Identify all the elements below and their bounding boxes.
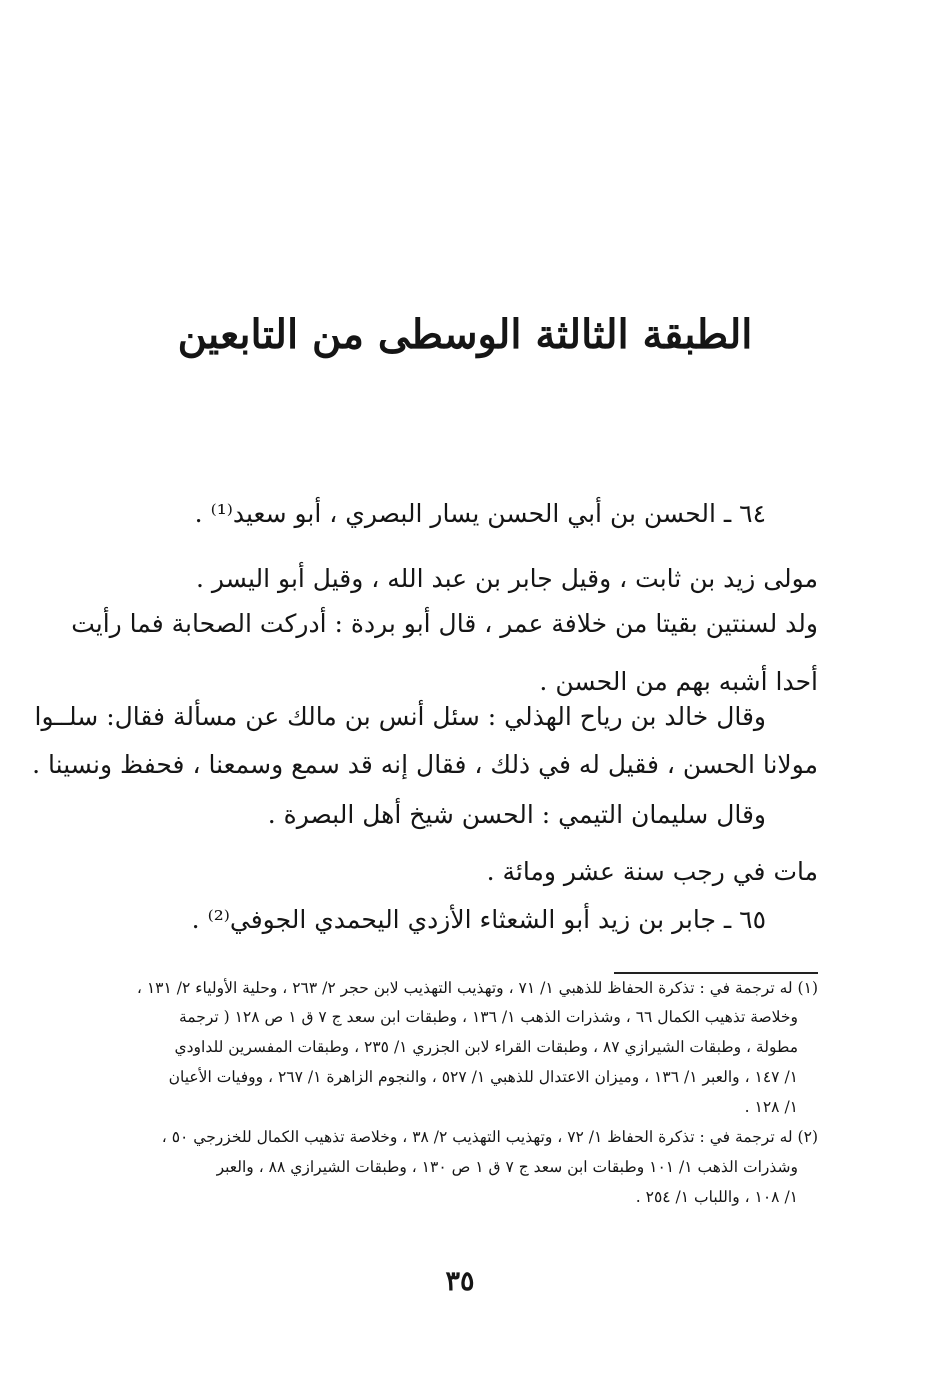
- body-line: مولانا الحسن ، فقيل له في ذلك ، فقال إنه قد سمع وسمعنا ، فحفظ ونسينا .: [32, 750, 818, 779]
- footnote-2-line: ١/ ١٠٨ ، واللباب ١/ ٢٥٤ .: [635, 1188, 798, 1206]
- body-line: مات في رجب سنة عشر ومائة .: [486, 857, 818, 886]
- footnote-1-line: وخلاصة تذهيب الكمال ٦٦ ، وشذرات الذهب ١/ ١٣٦ ، وطبقات ابن سعد ج ٧ ق ١ ص ١٢٨ ( ترجمة: [178, 1008, 798, 1026]
- footnote-2-line: وشذرات الذهب ١/ ١٠١ وطبقات ابن سعد ج ٧ ق ١ ص ١٣٠ ، وطبقات الشيرازي ٨٨ ، والعبر: [216, 1158, 798, 1176]
- footnote-2-line: (٢) له ترجمة في : تذكرة الحفاظ ١/ ٧٢ ، وتهذيب التهذيب ٢/ ٣٨ ، وخلاصة تذهيب الكمال للخزرجي ٥٠ ،: [161, 1128, 818, 1146]
- footnote-divider: [614, 972, 818, 974]
- footnote-1-line: مطولة ، وطبقات الشيرازي ٨٧ ، وطبقات القراء لابن الجزري ١/ ٢٣٥ ، وطبقات المفسرين للداودي: [174, 1038, 798, 1056]
- footnote-1-line: ١/ ١٤٧ ، والعبر ١/ ١٣٦ ، وميزان الاعتدال للذهبي ١/ ٥٢٧ ، والنجوم الزاهرة ١/ ٢٦٧ ، ووفيات الأعيان: [168, 1068, 798, 1086]
- body-line: ولد لسنتين بقيتا من خلافة عمر ، قال أبو بردة : أدركت الصحابة فما رأيت: [71, 609, 818, 638]
- footnote-1-line: ١/ ١٢٨ .: [744, 1098, 798, 1116]
- chapter-title: الطبقة الثالثة الوسطى من التابعين: [177, 311, 753, 358]
- entry-65-heading: ٦٥ ـ جابر بن زيد أبو الشعثاء الأزدي اليحمدي الجوفي⁽²⁾ .: [191, 905, 766, 934]
- footnote-1-line: (١) له ترجمة في : تذكرة الحفاظ للذهبي ١/ ٧١ ، وتهذيب التهذيب لابن حجر ٢/ ٢٦٣ ، وحلية الأولياء ٢/ ١٣١ ،: [136, 979, 818, 997]
- entry-64-heading: ٦٤ ـ الحسن بن أبي الحسن يسار البصري ، أبو سعيد⁽¹⁾ .: [194, 499, 766, 528]
- body-line: وقال خالد بن رياح الهذلي : سئل أنس بن مالك عن مسألة فقال: سلــوا: [34, 702, 766, 731]
- body-line: مولى زيد بن ثابت ، وقيل جابر بن عبد الله ، وقيل أبو اليسر .: [196, 564, 818, 593]
- body-line: أحدا أشبه بهم من الحسن .: [539, 667, 818, 696]
- page-number: ٣٥: [445, 1266, 475, 1297]
- body-line: وقال سليمان التيمي : الحسن شيخ أهل البصرة .: [267, 800, 766, 829]
